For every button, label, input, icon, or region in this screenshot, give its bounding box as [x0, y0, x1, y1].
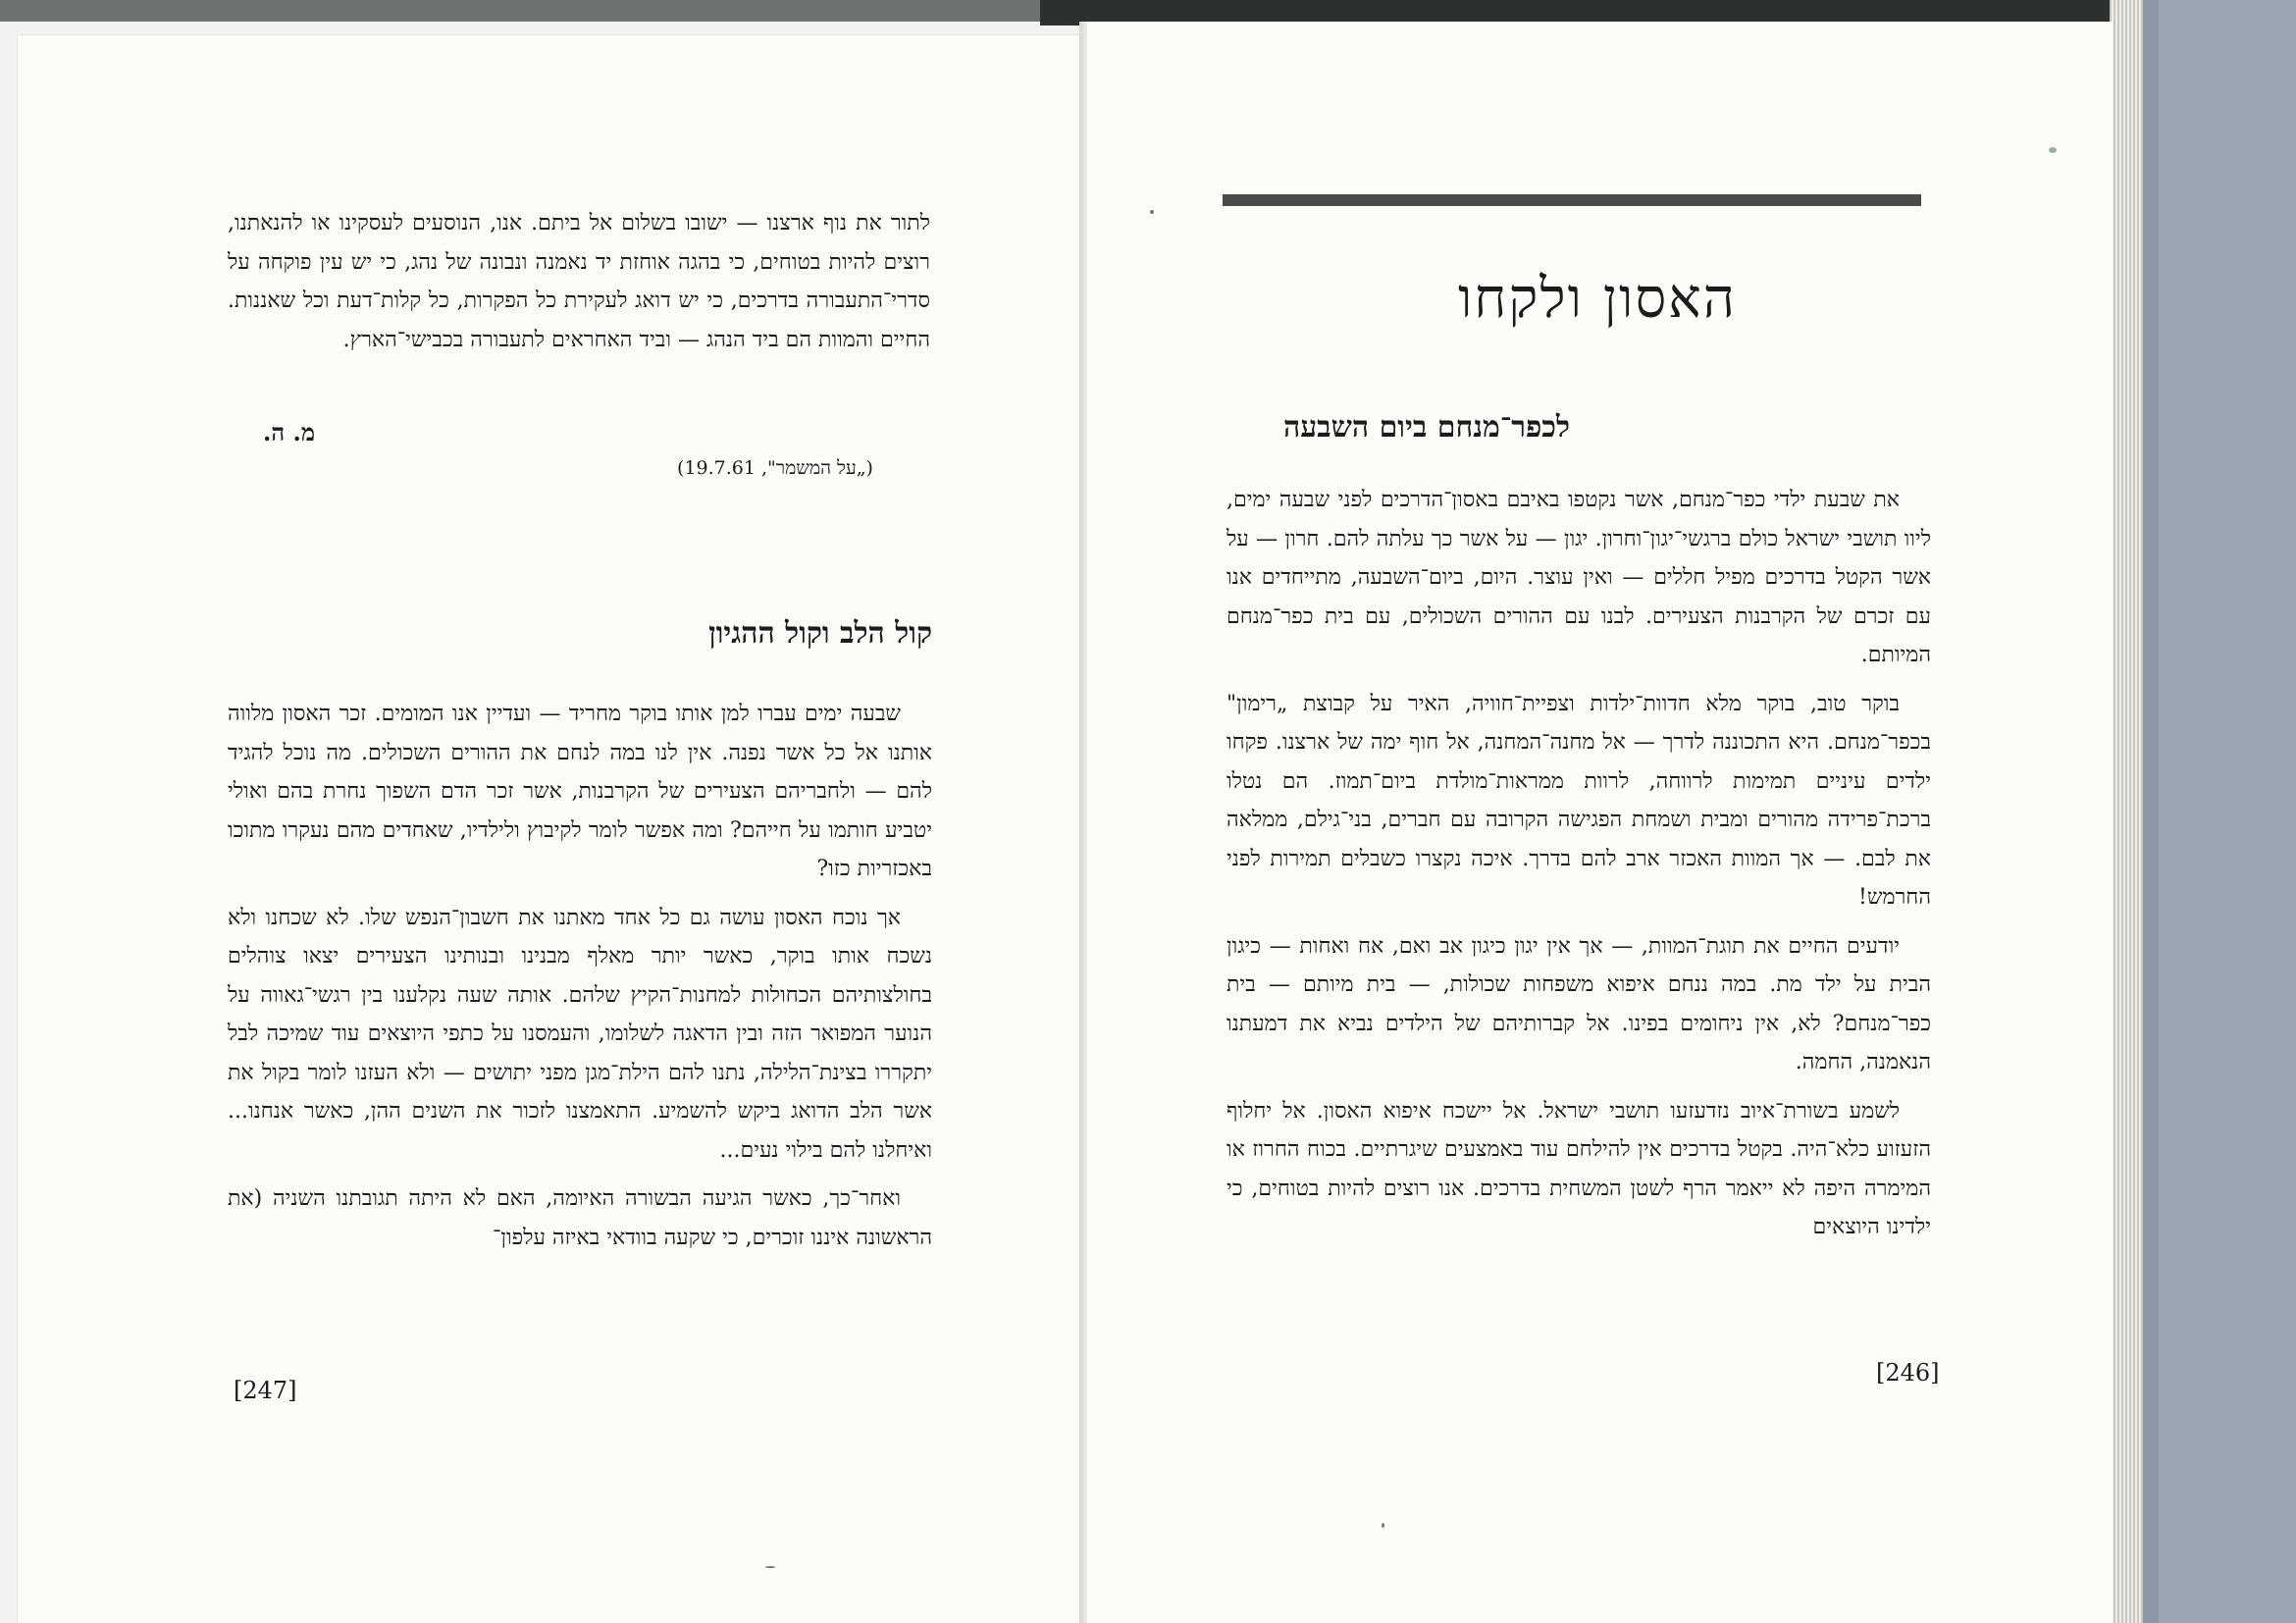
- title-rule: [1223, 194, 1921, 206]
- paragraph: לשמע בשורת־איוב נזדעזעו תושבי ישראל. אל יישכח איפוא האסון. אל יחלוף הזעזוע כלא־היה. בקטל בדרכים אין להילחם עוד באמצעים שיגרתיים. בכוח החרוז או המימרה היפה לא ייאמר הרף לשטן המשחית בדרכים. אנו רוצים להיות בטוחים, כי ילדינו היוצאים: [1226, 1098, 1931, 1239]
- left-page-continuation-text: [228, 204, 930, 359]
- source-citation: („על המשמר", 19.7.61): [677, 457, 873, 479]
- paragraph: אך נוכח האסון עושה גם כל אחד מאתנו את חשבון־הנפש שלו. לא שכחנו ולא נשכח אותו בוקר, כאשר יותר מאלף מבנינו ובנותינו הצעירים יצאו צוהלים בחולצותיהם הכחולות למחנות־הקיץ שלהם. אותה שעה נקלענו בין רגשי־גאווה על הנוער המפואר הזה ובין הדאגה לשלומו, והעמסנו על כתפי היוצאים עוד שמיכה לבל יתקררו בצינת־הלילה, נתנו להם הילת־מגן מפני יתושים — ולא העזנו לומר בקול את אשר הלב הדואג ביקש להשמיע. התאמצנו לזכור את השנים ההן, כאשר אנחנו... ואיחלנו להם בילוי נעים...: [228, 905, 932, 1163]
- paragraph: שבעה ימים עברו למן אותו בוקר מחריד — ועדיין אנו המומים. זכר האסון מלווה אותנו אל כל אשר נפנה. אין לנו במה לנחם את ההורים השכולים. מה נוכל להגיד להם — ולחבריהם הצעירים של הקרבנות, אשר זכר הדם השפוך נחרת בהם ואולי יטביע חותמו על חייהם? ומה אפשר לומר לקיבוץ ולילדיו, שאחדים מהם נעקרו מתוכו באכזריות כזו?: [228, 702, 932, 881]
- chapter-title: האסון ולקחו: [1457, 267, 1737, 331]
- scan-speck: [2049, 147, 2057, 153]
- page-number: [246]: [1876, 1359, 1940, 1387]
- scan-speck: [1382, 1523, 1384, 1528]
- book-page-edges: [2110, 0, 2143, 1623]
- paragraph: יודעים החיים את תוגת־המוות, — אך אין יגון כיגון אב ואם, אח ואחות — כיגון הבית על ילד מת. במה ננחם איפוא משפחות שכולות, — בית מיותם — בית כפר־מנחם? לא, אין ניחומים בפינו. אל קברותיהם של הילדים נביא את דמעתנו הנאמנה, החמה.: [1226, 933, 1931, 1074]
- book-cover-edge-top-left: [0, 0, 1050, 22]
- article-body: [228, 695, 932, 1257]
- scanner-bed-inner: [2159, 0, 2296, 1623]
- paragraph: ואחר־כך, כאשר הגיעה הבשורה האיומה, האם לא היתה תגובתנו השניה (את הראשונה איננו זוכרים, כי שקעה בוודאי באיזה עלפון־: [228, 1186, 932, 1250]
- article-subtitle: לכפר־מנחם ביום השבעה: [1282, 410, 1570, 445]
- article-body: [1226, 481, 1931, 1247]
- article-heading: קול הלב וקול ההגיון: [708, 616, 932, 651]
- author-signature: מ. ה.: [263, 418, 316, 446]
- paragraph: בוקר טוב, בוקר מלא חדוות־ילדות וצפיית־חוויה, האיר על קבוצת „רימון" בכפר־מנחם. היא התכוננה לדרך — אל מחנה־המחנה, אל חוף ימה של ארצנו. פקחו ילדים עיניים תמימות לרווחה, לרוות ממראות־מולדת ביום־תמוז. הם נטלו ברכת־פרידה מהורים ומבית ושמחת הפגישה הקרובה עם חברים, בני־גילם, ממלאה את לבם. — אך המוות האכזר ארב להם בדרך. איכה נקצרו כשבלים תמירות לפני החרמש!: [1226, 691, 1931, 910]
- scan-speck: [1150, 210, 1154, 214]
- paragraph: את שבעת ילדי כפר־מנחם, אשר נקטפו באיבם באסון־הדרכים לפני שבעה ימים, ליוו תושבי ישראל כולם ברגשי־יגון־וחרון. יגון — על אשר כך עלתה להם. חרון — על אשר הקטל בדרכים מפיל חללים — ואין עוצר. היום, ביום־השבעה, מתייחדים אנו עם זכרם של הקרבנות הצעירים. לבנו עם ההורים השכולים, עם בית כפר־מנחם המיותם.: [1226, 488, 1931, 667]
- page-number: [247]: [234, 1377, 297, 1404]
- paragraph: לתור את נוף ארצנו — ישובו בשלום אל ביתם. אנו, הנוסעים לעסקינו או להנאתנו, רוצים להיות בטוחים, כי בהגה אוחזת יד נאמנה ונבונה של נהג, כי יש עין פוקחה על סדרי־התעבורה בדרכים, כי יש דואג לעקירת כל הפקרות, כל קלות־דעת וכל שאננות. החיים והמוות הם ביד הנהג — וביד האחראים לתעבורה בכבישי־הארץ.: [228, 211, 930, 352]
- scan-speck: [765, 1566, 775, 1568]
